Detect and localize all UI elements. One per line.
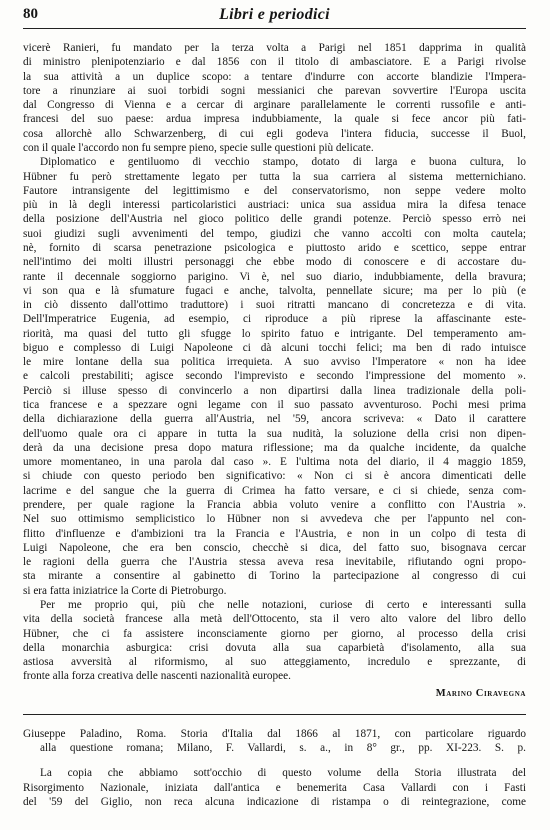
text-line: cosa allorchè allo Schwarzenberg, di cui egli godeva l'intera fiducia, successe il Buol, <box>23 127 526 140</box>
text-line: più in là degli interessi particolaristici austriaci: unica sua assidua mira la difesa tenace <box>23 199 526 212</box>
text-line: Hübner fu però strettamente legato per tutta la sua carriera al sistema metternichiano. <box>23 170 526 183</box>
text-line: con il quale l'accordo non fu sempre pieno, specie sulle questioni più delicate. <box>23 141 374 154</box>
text-line: le mire lontane della sua politica irrequieta. A suo avviso l'Imperatore « non ha idee <box>23 356 526 369</box>
text-line: Fautore intransigente del legittimismo e del conservatorismo, non seppe vedere molto <box>23 184 526 197</box>
text-line: derà da una decisione presa dopo matura riflessione; ma da qualche incidente, da qualche <box>23 441 526 454</box>
bibliography-line: alla questione romana; Milano, F. Vallardi, s. a., in 8° gr., pp. XI-223. S. p. <box>40 741 526 754</box>
text-line: flitto d'influenze e d'ambizioni tra la Francia e l'Austria, e non in un colpo di testa di <box>23 527 526 540</box>
text-line: la sua attività a un duplice scopo: a tentare d'indurre con accorte blandizie l'Impera- <box>23 70 526 83</box>
running-header <box>23 6 526 29</box>
text-line: sta mirante a consentire al gabinetto di Torino la partecipazione al congresso di cui <box>23 570 526 583</box>
text-line: si era fatta iniziatrice la Corte di Pietroburgo. <box>23 584 227 597</box>
text-line: Risorgimento Nazionale, iniziata dall'antica e benemerita Casa Vallardi con i Fasti <box>23 781 526 794</box>
text-line: Dell'Imperatrice Eugenia, ad esempio, ci riproduce a più riprese la affascinante este- <box>23 313 526 326</box>
text-line: si chiude con questo periodo ben significativo: « Non ci si è ancora dimenticati delle <box>23 470 526 483</box>
text-line: dell'uomo quale ora ci appare in tutta la sua nudità, la soluzione della crisi non dipen- <box>23 427 526 440</box>
bibliography-line: Giuseppe Paladino, Roma. Storia d'Italia dal 1866 al 1871, con particolare riguardo <box>23 727 526 740</box>
text-line: lacrime e del sangue che la guerra di Crimea ha fatto versare, e ci si chiede, senza com- <box>23 484 526 497</box>
text-line: della posizione dell'Austria nel gioco politico delle grandi potenze. Perciò spesso errò nei <box>23 213 526 226</box>
second-review-body <box>23 766 526 809</box>
text-line: vita della società francese alla metà dell'Ottocento, sta il vero alto valore del libro dello <box>23 613 526 626</box>
section-divider <box>23 714 526 715</box>
text-line: Per me proprio qui, più che nelle notazioni, curiose di certo e interessanti sulla <box>40 598 526 611</box>
text-line: Diplomatico e gentiluomo di vecchio stampo, dotato di larga e buona cultura, lo <box>40 156 526 169</box>
text-line: e calcoli prestabiliti; agisce secondo l'imprevisto e secondo l'impressione del momento ». <box>23 370 526 383</box>
text-line: umore momentaneo, in una parola dal caso ». E l'ultima nota del diario, il 4 maggio 1859, <box>23 456 526 469</box>
text-line: tica francese e a spezzare ogni legame con il suo passato avventuroso. Pochi mesi prima <box>23 399 526 412</box>
running-title: Libri e periodici <box>219 6 330 23</box>
text-line: prendere, per quale ragione la Francia abbia voluto venire a conflitto con l'Austria ». <box>23 499 526 511</box>
text-line: fronte alla forza creativa delle nascenti nazionalità europee. <box>23 670 291 683</box>
text-line: Hübner, che ci fa assistere inconsciamente giorno per giorno, al processo della crisi <box>23 627 526 640</box>
text-line: suoi giudizi sugli avvenimenti del tempo, giudizi che vanno accolti con molta cautela; <box>23 227 526 240</box>
text-line: vi son qua e là sfumature fugaci e anche, talvolta, pennellate sicure; ma per lo più (e <box>23 284 526 297</box>
text-line: le ragioni della guerra che l'Austria stessa aveva resa inevitabile, rifiutando ogni propo- <box>23 556 526 569</box>
text-line: in ciò dissento dall'ottimo traduttore) i suoi ritratti mancano di concretezza e di vita. <box>23 299 526 312</box>
text-line: rante il decennale soggiorno parigino. Vi è, nel suo diario, indubbiamente, della bravura; <box>23 270 526 283</box>
text-line: nè, fornito di scarsa penetrazione psicologica e piuttosto arido e scettico, seppe entrar <box>23 241 526 254</box>
page-number: 80 <box>23 6 38 22</box>
review-signature: Marino Ciravegna <box>435 687 526 699</box>
text-line: vicerè Ranieri, fu mandato per la terza volta a Parigi nel 1851 dapprima in qualità <box>23 42 526 54</box>
text-line: francesi del suo paese: ardua impresa indubbiamente, la quale si fece ancor più fati- <box>23 113 526 126</box>
text-line: Luigi Napoleone, che era ben conscio, checchè si dica, del fatto suo, bisognava cercar <box>23 541 526 554</box>
text-line: della monarchia asburgica: crisi dovuta alla sua caparbietà d'isolamento, alla sua <box>23 641 526 654</box>
text-line: biguo e complesso di Luigi Napoleone ci dà alcuni tocchi felici; ma ben di rado intuisce <box>23 341 526 354</box>
text-line: nell'intimo dei molti illustri personaggi che ebbe modo di conoscere e di accostare du- <box>23 256 526 269</box>
review-body <box>23 41 526 684</box>
text-line: di ministro plenipotenziario e dal 1856 con il titolo di ambasciatore. E a Parigi rivolse <box>23 56 526 69</box>
text-line: La copia che abbiamo sott'occhio di questo volume della Storia illustrata del <box>40 767 526 780</box>
text-line: astiosa avversità al riformismo, al suo atteggiamento, incredulo e sprezzante, di <box>23 656 526 669</box>
text-line: riorità, ma quasi del tutto gli sfugge lo spirito fatuo e intrigante. Del temperamento am- <box>23 327 526 340</box>
text-line: del '59 del Giglio, non reca alcuna indicazione di ristampa o di reintegrazione, come <box>23 795 526 808</box>
text-line: tore a rinunziare ai suoi torbidi sogni messianici che parevan sovvertire l'Europa uscita <box>23 84 526 97</box>
text-line: della dichiarazione della guerra all'Austria, nel '59, ancora scriveva: « Dato il carattere <box>23 413 526 426</box>
text-line: Perciò si illuse spesso di convincerlo a non dipartirsi dalla linea tradizionale della poli- <box>23 384 526 397</box>
text-line: Nel suo ottimismo semplicistico lo Hübner non si avvedeva che per l'appunto nel con- <box>23 513 526 526</box>
bibliographic-entry <box>23 727 526 756</box>
text-line: dal Congresso di Vienna e a cercar di arginare parallelamente le correnti russofile e anti- <box>23 99 526 112</box>
